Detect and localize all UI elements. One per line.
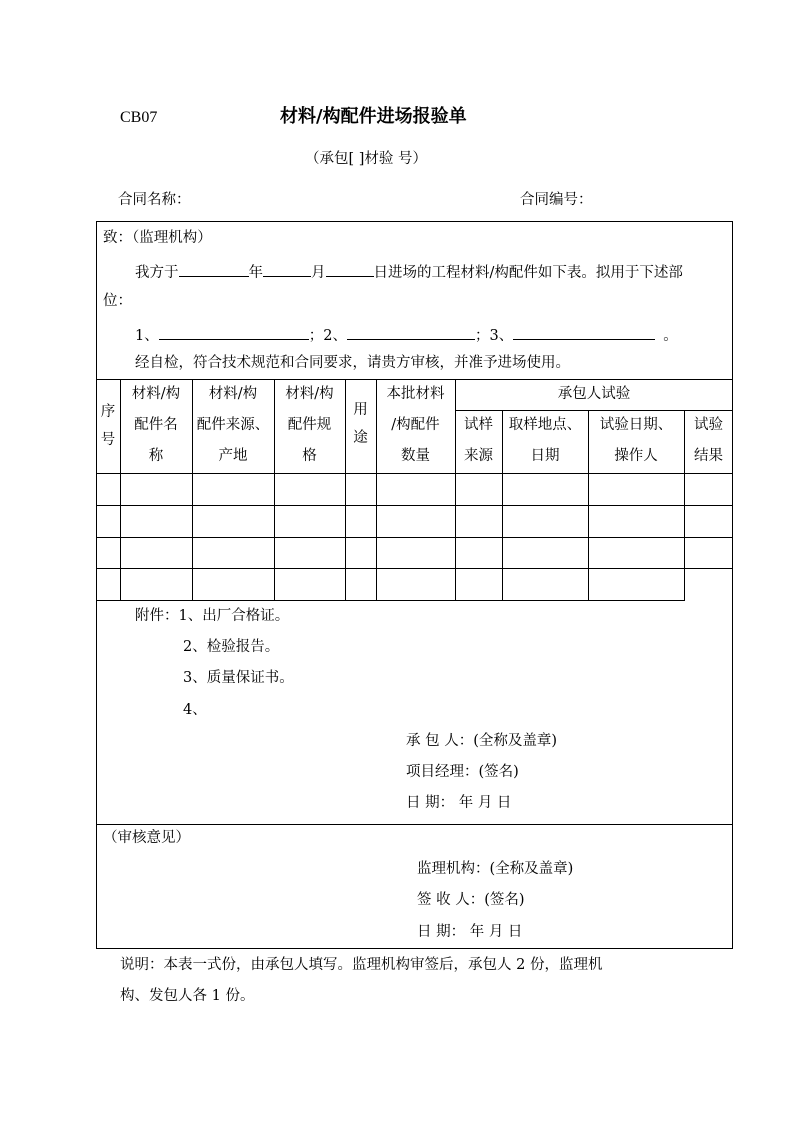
intro-line-4: 经自检，符合技术规范和合同要求，请贵方审核，并准予进场使用。 xyxy=(135,355,570,371)
item-3-blank[interactable] xyxy=(513,325,655,340)
month-blank[interactable] xyxy=(263,262,311,277)
contract-name-label: 合同名称： xyxy=(118,192,191,208)
project-manager-sign: 项目经理：(签名) xyxy=(406,764,519,780)
year-label: 年 xyxy=(248,265,263,281)
form-subtitle: （承包[ ]材验 号） xyxy=(305,151,428,167)
attachment-4: 4、 xyxy=(183,702,207,718)
col-header-seq: 序 号 xyxy=(100,404,116,448)
item-2-label: ；2、 xyxy=(308,328,347,344)
agency-sign: 监理机构：(全称及盖章) xyxy=(417,861,574,877)
col-header-test-result: 试验 结果 xyxy=(694,417,723,464)
attachment-2: 2、检验报告。 xyxy=(183,639,280,655)
day-blank[interactable] xyxy=(326,262,374,277)
form-code: CB07 xyxy=(120,109,158,126)
to-label: 致：（监理机构） xyxy=(103,230,212,246)
item-2-blank[interactable] xyxy=(347,325,475,340)
attachment-1: 附件：1、出厂合格证。 xyxy=(135,608,290,624)
day-rest-label: 日进场的工程材料/构配件如下表。拟用于下述部 xyxy=(373,265,683,281)
item-3-label: ；3、 xyxy=(474,328,514,344)
year-blank[interactable] xyxy=(179,262,249,277)
col-header-use: 用 途 xyxy=(353,402,368,446)
item-1-label: 1、 xyxy=(135,328,159,344)
item-1-blank[interactable] xyxy=(159,325,309,340)
col-header-test-source: 试样 来源 xyxy=(464,417,493,464)
receiver-sign: 签 收 人：(签名) xyxy=(417,892,525,908)
item-end: 。 xyxy=(663,328,678,344)
intro-line-2: 位： xyxy=(103,293,132,309)
contractor-sign: 承 包 人：(全称及盖章) xyxy=(406,733,558,749)
intro-line-1 xyxy=(135,262,683,281)
review-date: 日 期： 年 月 日 xyxy=(417,924,523,940)
col-header-qty: 本批材料 /构配件 数量 xyxy=(386,386,445,464)
col-header-test-place: 取样地点、 日期 xyxy=(508,417,582,464)
col-header-test-group: 承包人试验 xyxy=(557,386,631,402)
intro-we-on: 我方于 xyxy=(135,265,179,281)
row-line-4 xyxy=(96,600,685,601)
contract-no-label: 合同编号： xyxy=(520,192,593,208)
col-header-test-date: 试验日期、 操作人 xyxy=(599,417,673,464)
col-header-source: 材料/构 配件来源、 产地 xyxy=(196,386,270,464)
form-title: 材料/构配件进场报验单 xyxy=(280,106,467,127)
col-header-name: 材料/构 配件名 称 xyxy=(131,386,181,464)
col-header-spec: 材料/构 配件规 格 xyxy=(285,386,334,464)
attachment-3: 3、质量保证书。 xyxy=(183,670,294,686)
intro-items-line xyxy=(135,325,678,344)
note-line-2: 构、发包人各 1 份。 xyxy=(120,988,255,1004)
note-line-1: 说明：本表一式份，由承包人填写。监理机构审签后，承包人 2 份，监理机 xyxy=(120,957,603,973)
contractor-date: 日 期： 年 月 日 xyxy=(406,795,512,811)
review-divider xyxy=(96,824,733,825)
review-label: （审核意见） xyxy=(103,830,190,846)
month-label: 月 xyxy=(311,265,326,281)
